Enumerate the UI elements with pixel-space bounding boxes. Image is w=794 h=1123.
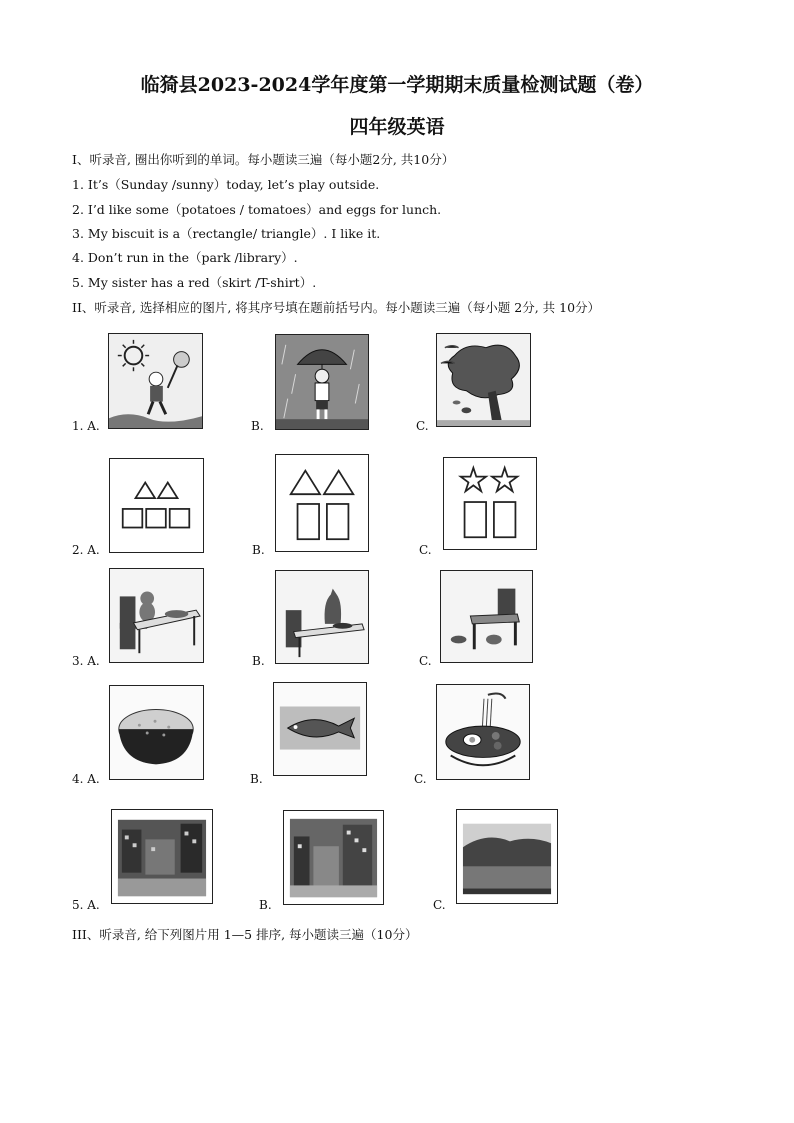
exam-title: 临猗县2023-2024学年度第一学期期末质量检测试题（卷）	[140, 74, 654, 96]
picture-rainy-kid	[275, 334, 369, 430]
row3-label-c: C.	[419, 654, 432, 668]
question-1-3: 3. My biscuit is a（rectangle/ triangle）. I like it.	[72, 226, 381, 241]
row3-label-a: 3. A.	[72, 654, 100, 668]
row3-label-b: B.	[252, 654, 265, 668]
picture-street-at-night-b	[283, 810, 384, 905]
picture-fish	[273, 682, 367, 776]
picture-sunny-kid	[108, 333, 203, 429]
question-1-4: 4. Don’t run in the（park /library）.	[72, 250, 298, 265]
section3-heading: III、听录音, 给下列图片用 1—5 排序, 每小题读三遍（10分）	[72, 927, 418, 942]
picture-noodles-with-egg	[436, 684, 530, 780]
picture-two-stars-two-rectangles	[443, 457, 537, 550]
row2-label-c: C.	[419, 543, 432, 557]
picture-two-triangles-two-rectangles	[275, 454, 369, 552]
section1-heading: I、听录音, 圈出你听到的单词。每小题读三遍（每小题2分, 共10分）	[72, 152, 455, 167]
picture-cat-on-table	[275, 570, 369, 664]
picture-lake-landscape	[456, 809, 558, 904]
picture-bowl-of-rice	[109, 685, 204, 780]
row1-label-b: B.	[251, 419, 264, 433]
row5-label-b: B.	[259, 898, 272, 912]
row5-label-c: C.	[433, 898, 446, 912]
row1-label-c: C.	[416, 419, 429, 433]
row5-label-a: 5. A.	[72, 898, 100, 912]
picture-cat-on-chair-by-table	[109, 568, 204, 663]
row4-label-b: B.	[250, 772, 263, 786]
picture-two-triangles-three-rectangles	[109, 458, 204, 553]
row2-label-b: B.	[252, 543, 265, 557]
question-1-1: 1. It’s（Sunday /sunny）today, let’s play outside.	[72, 177, 380, 192]
question-1-5: 5. My sister has a red（skirt /T-shirt）.	[72, 275, 317, 290]
picture-street-at-night-a	[111, 809, 213, 904]
picture-cat-under-chair	[440, 570, 533, 663]
question-1-2: 2. I’d like some（potatoes / tomatoes）and eggs for lunch.	[72, 202, 442, 217]
row4-label-a: 4. A.	[72, 772, 100, 786]
row2-label-a: 2. A.	[72, 543, 100, 557]
exam-subtitle: 四年级英语	[349, 116, 445, 138]
row1-label-a: 1. A.	[72, 419, 100, 433]
section2-heading: II、听录音, 选择相应的图片, 将其序号填在题前括号内。每小题读三遍（每小题 2分, 共 10分）	[72, 300, 601, 315]
row4-label-c: C.	[414, 772, 427, 786]
picture-windy-tree	[436, 333, 531, 427]
